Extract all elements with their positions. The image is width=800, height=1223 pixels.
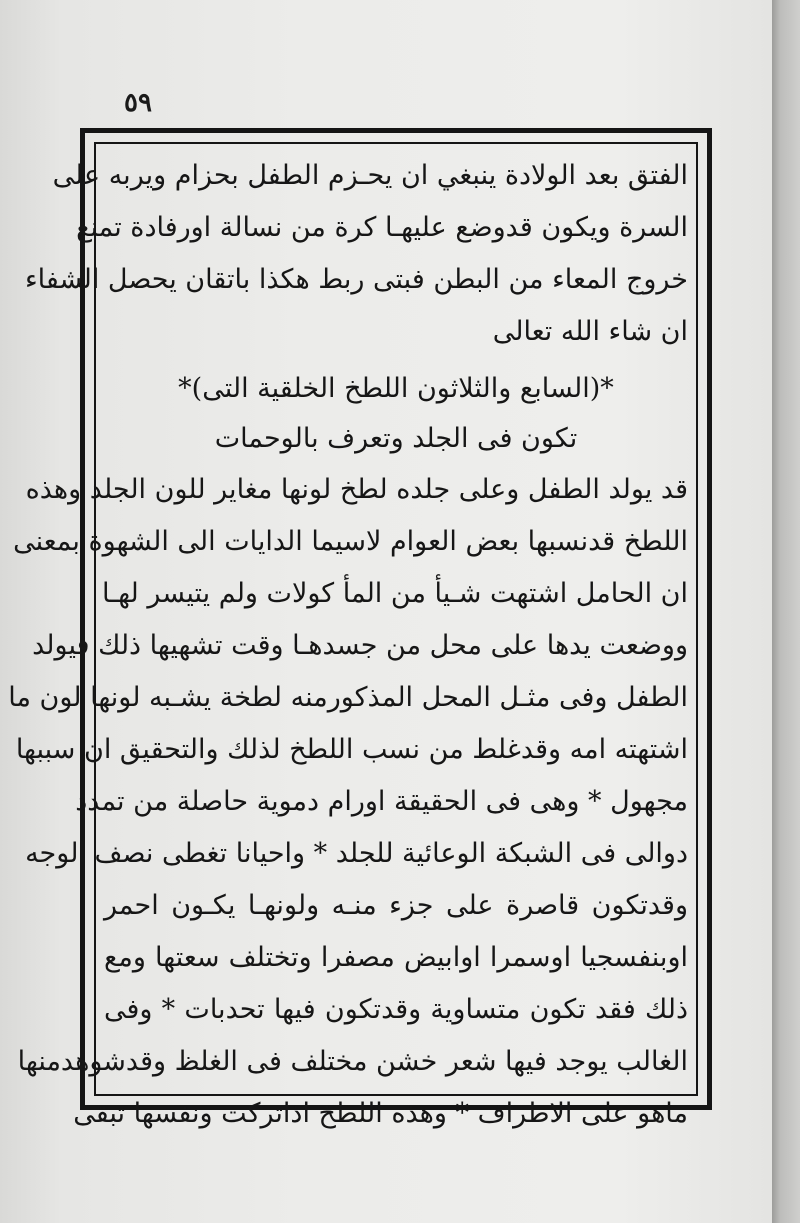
heading-line: تكون فى الجلد وتعرف بالوحمات xyxy=(214,423,578,454)
paragraph-2 xyxy=(8,464,688,1140)
page-number: ٥٩ xyxy=(124,88,152,118)
text-line: ان شاء الله تعالى xyxy=(492,316,688,347)
text-block xyxy=(8,150,688,1129)
text-line: دوالى فى الشبكة الوعائية للجلد * واحيانا تغطى نصف الوجه xyxy=(25,838,688,869)
text-line: ماهو على الاطراف * وهذه اللطخ اذاتركت ونفسها تبقى xyxy=(73,1098,688,1129)
text-line: ذلك فقد تكون متساوية وقدتكون فيها تحدبات * وفى xyxy=(104,994,688,1025)
text-line: الطفل وفى مثـل المحل المذكورمنه لطخة يشـبه لونها لون ما xyxy=(8,682,688,713)
paragraph-1 xyxy=(24,150,688,358)
section-heading xyxy=(104,364,688,464)
text-line: اللطخ قدنسبها بعض العوام لاسيما الدايات الى الشهوة بمعنى xyxy=(13,526,688,557)
text-line: ان الحامل اشتهت شـيأ من المأ كولات ولم يتيسر لهـا xyxy=(101,578,688,609)
text-line: قد يولد الطفل وعلى جلده لطخ لونها مغاير للون الجلد وهذه xyxy=(25,474,688,505)
text-line: ووضعت يدها على محل من جسدهـا وقت تشهيها ذلك فيولد xyxy=(32,630,688,661)
text-line: الفتق بعد الولادة ينبغي ان يحـزم الطفل بحزام ويربه على xyxy=(52,160,688,191)
text-line: وقدتكون قاصرة على جزء منـه ولونهـا يكـون احمر xyxy=(104,890,688,921)
text-line: الغالب يوجد فيها شعر خشن مختلف فى الغلظ وقدشوهدمنها xyxy=(17,1046,688,1077)
text-line: خروج المعاء من البطن فبتى ربط هكذا باتقان يحصل الشفاء xyxy=(24,264,688,295)
text-line: اوبنفسجيا اوسمرا اوابيض مصفرا وتختلف سعتها ومع xyxy=(104,942,688,973)
text-line: السرة ويكون قدوضع عليهـا كرة من نسالة اورفادة تمنع xyxy=(76,212,688,243)
heading-line: *(السابع والثلاثون اللطخ الخلقية التى)* xyxy=(178,373,614,404)
text-line: مجهول * وهى فى الحقيقة اورام دموية حاصلة من تمدد xyxy=(75,786,688,817)
text-line: اشتهته امه وقدغلط من نسب اللطخ لذلك والتحقيق ان سببها xyxy=(15,734,688,765)
book-gutter xyxy=(772,0,800,1223)
